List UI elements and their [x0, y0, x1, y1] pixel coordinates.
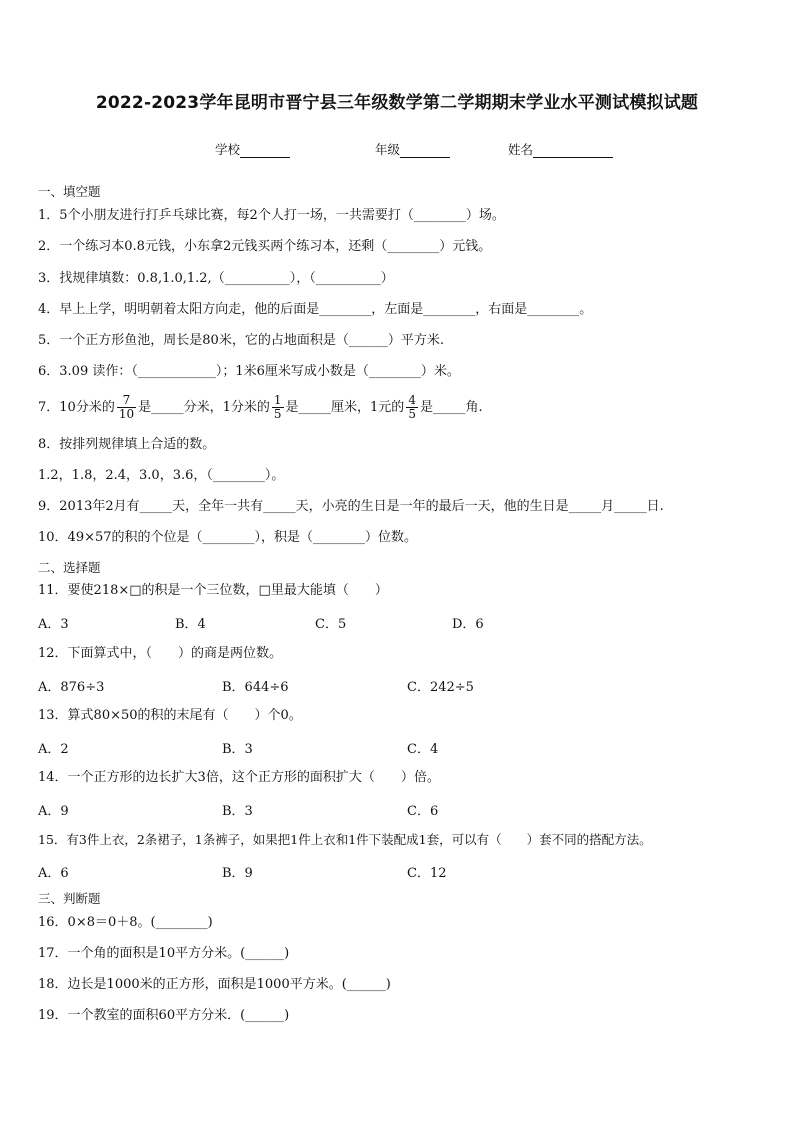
student-info-row — [0, 140, 794, 160]
question-14-option-c[interactable]: C．6 — [407, 804, 439, 819]
question-16: 16．0×8＝0＋8。(________) — [38, 915, 213, 930]
school-field — [215, 140, 290, 158]
question-7-part-4: 是_____角. — [419, 400, 483, 415]
fraction-numerator: 7 — [117, 394, 136, 408]
question-13: 13．算式80×50的积的末尾有（ ）个0。 — [38, 708, 302, 723]
question-3: 3．找规律填数：0.8,1.0,1.2,（__________），（__________） — [38, 271, 394, 286]
question-5: 5．一个正方形鱼池，周长是80米，它的占地面积是（______）平方米. — [38, 333, 444, 348]
question-15-option-a[interactable]: A．6 — [38, 866, 69, 881]
question-15-option-c[interactable]: C．12 — [407, 866, 447, 881]
fraction-denominator: 5 — [408, 407, 416, 421]
fraction-7-10 — [117, 394, 136, 421]
question-12-option-c[interactable]: C．242÷5 — [407, 680, 474, 695]
grade-label: 年级 — [375, 142, 401, 157]
question-1: 1．5个小朋友进行打乒乓球比赛，每2个人打一场，一共需要打（________）场。 — [38, 208, 505, 223]
question-8: 8．按排列规律填上合适的数。 — [38, 437, 216, 452]
question-14: 14．一个正方形的边长扩大3倍，这个正方形的面积扩大（ ）倍。 — [38, 770, 440, 785]
question-6: 6．3.09 读作：（____________）；1米6厘米写成小数是（________）米。 — [38, 364, 460, 379]
grade-field — [375, 140, 450, 158]
question-7-part-1: 7．10分米的 — [38, 400, 115, 415]
fraction-numerator: 4 — [408, 393, 416, 407]
page-title: 2022-2023学年昆明市晋宁县三年级数学第二学期期末学业水平测试模拟试题 — [95, 93, 699, 113]
question-7-part-3: 是_____厘米，1元的 — [285, 400, 405, 415]
school-blank[interactable] — [240, 144, 290, 158]
question-12-option-a[interactable]: A．876÷3 — [38, 680, 105, 695]
name-blank[interactable] — [533, 144, 613, 158]
fraction-numerator: 1 — [273, 393, 282, 407]
school-label: 学校 — [215, 142, 241, 157]
question-10: 10．49×57的积的个位是（________），积是（________）位数。 — [38, 530, 418, 545]
question-11-option-c[interactable]: C．5 — [315, 617, 347, 632]
fraction-4-5 — [406, 394, 418, 421]
fraction-denominator: 5 — [273, 407, 282, 421]
question-11-option-b[interactable]: B．4 — [175, 617, 206, 632]
question-11: 11．要使218×□的积是一个三位数，□里最大能填（ ） — [38, 583, 388, 598]
section-true-false: 三、判断题 — [38, 891, 101, 906]
question-15-option-b[interactable]: B．9 — [222, 866, 253, 881]
fraction-denominator: 10 — [118, 407, 135, 421]
question-9: 9．2013年2月有_____天，全年一共有_____天，小亮的生日是一年的最后一天，他的生日是_____月_____日. — [38, 499, 664, 514]
question-14-option-a[interactable]: A．9 — [38, 804, 69, 819]
question-19: 19．一个教室的面积60平方分米．(______) — [38, 1008, 290, 1023]
question-2: 2．一个练习本0.8元钱，小东拿2元钱买两个练习本，还剩（________）元钱。 — [38, 239, 492, 254]
name-field — [508, 140, 613, 158]
question-13-option-b[interactable]: B．3 — [222, 742, 253, 757]
question-15: 15．有3件上衣，2条裙子，1条裤子，如果把1件上衣和1件下装配成1套，可以有（ ）套不同的搭配方法。 — [38, 832, 652, 847]
question-17: 17．一个角的面积是10平方分米。(______) — [38, 946, 290, 961]
fraction-1-5 — [272, 394, 284, 421]
section-fill-blank: 一、填空题 — [38, 184, 101, 199]
question-4: 4．早上上学，明明朝着太阳方向走，他的后面是________，左面是________，右面是________。 — [38, 302, 593, 317]
question-14-option-b[interactable]: B．3 — [222, 804, 253, 819]
question-18: 18．边长是1000米的正方形，面积是1000平方米。(______) — [38, 977, 391, 992]
question-7-part-2: 是_____分米，1分米的 — [138, 400, 270, 415]
question-13-option-c[interactable]: C．4 — [407, 742, 439, 757]
question-12: 12．下面算式中，（ ）的商是两位数。 — [38, 646, 283, 661]
question-7 — [38, 390, 483, 426]
grade-blank[interactable] — [400, 144, 450, 158]
question-13-option-a[interactable]: A．2 — [38, 742, 69, 757]
question-12-option-b[interactable]: B．644÷6 — [222, 680, 289, 695]
section-multiple-choice: 二、选择题 — [38, 560, 101, 575]
question-11-option-d[interactable]: D．6 — [452, 617, 484, 632]
question-11-option-a[interactable]: A．3 — [38, 617, 69, 632]
name-label: 姓名 — [508, 142, 534, 157]
question-8-sequence: 1.2，1.8，2.4，3.0，3.6，（________）。 — [38, 468, 285, 483]
